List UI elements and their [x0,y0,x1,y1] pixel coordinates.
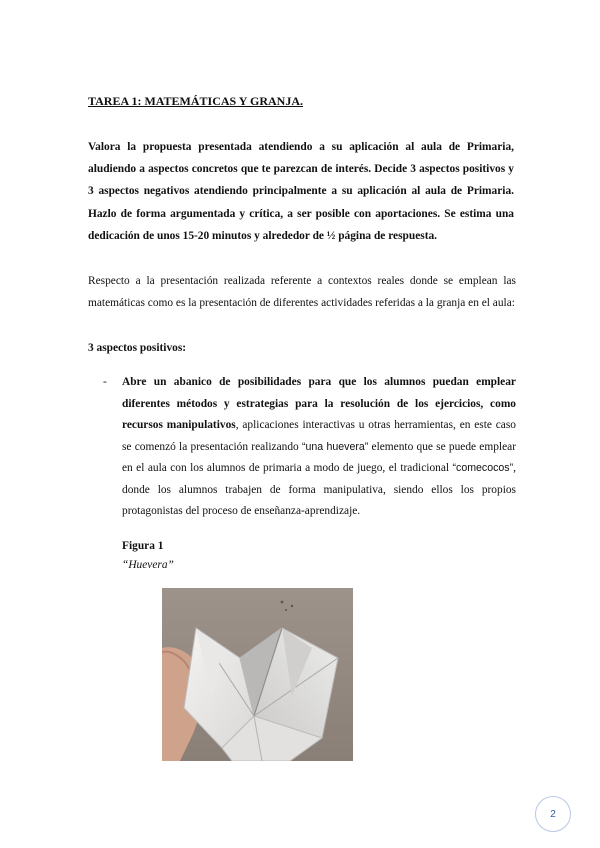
egg-carton-photo [162,588,353,761]
bullet-text-3: , donde los alumnos trabajen de forma manipulativa, siendo ellos los propios protagonistas del proceso de enseñanza-aprendizaje. [122,462,516,517]
bullet-bold-text: Abre un abanico de posibilidades para que los alumnos puedan emplear diferentes métodos y estrategias para la resolución de los ejercicios, como recursos manipulativos [122,376,516,431]
figure-label: Figura 1 [122,540,164,552]
figure-caption: “Huevera” [122,559,174,571]
paper-fortune-teller-image [162,588,353,761]
intro-paragraph: Respecto a la presentación realizada referente a contextos reales donde se emplean las matemáticas como es la presentación de diferentes actividades referidas a la granja en el aula: [88,275,516,310]
task-prompt: Valora la propuesta presentada atendiendo a su aplicación al aula de Primaria, aludiendo a aspectos concretos que te parezcan de interés. Decide 3 aspectos positivos y 3 aspectos negativos atendiendo principalmente a su aplicación al aula de Primaria. Hazlo de forma argumentada y crítica, a ser posible con aportaciones. Se estima una dedicación de unos 15-20 minutos y alrededor de ½ página de respuesta. [88,141,514,242]
page-number-badge [535,796,571,832]
bullet-item [122,372,516,523]
page-title: TAREA 1: MATEMÁTICAS Y GRANJA. [88,94,304,108]
bullet-marker: - [103,376,107,388]
bullet-quote-comecocos: “comecocos” [452,462,514,474]
page-number: 2 [550,808,556,820]
bullet-text-2: elemento que se puede emplear en el aula con los alumnos de primaria a modo de juego, el tradicional [122,440,516,474]
bullet-quote-huevera: “una huevera” [301,440,369,453]
positives-heading: 3 aspectos positivos: [88,342,187,354]
bullet-text-1: , aplicaciones interactivas u otras herramientas, en este caso se comenzó la presentación realizando [122,419,516,453]
